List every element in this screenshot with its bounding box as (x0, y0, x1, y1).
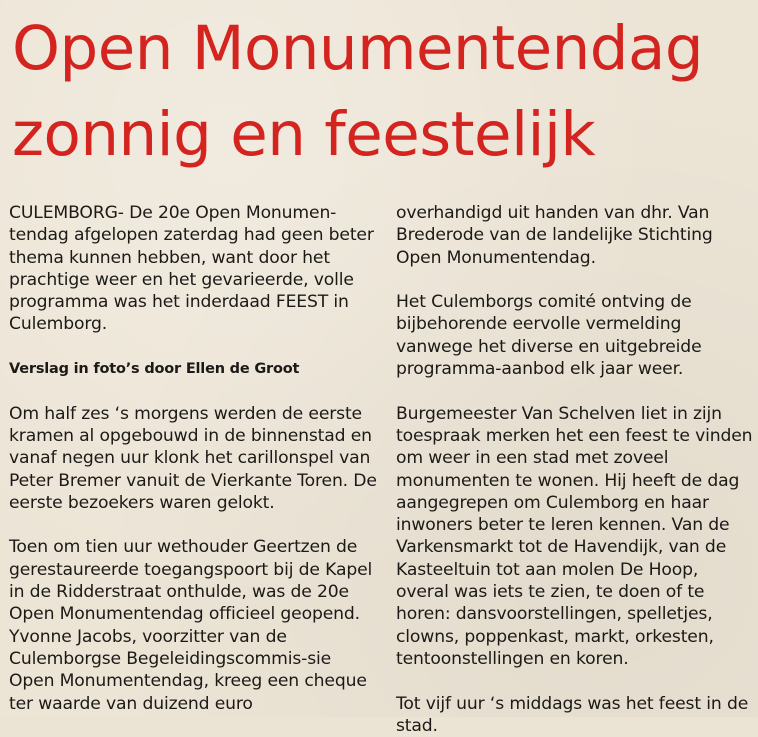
closing-paragraph: Tot vijf uur ‘s middags was het feest in de stad. (396, 693, 749, 736)
article-paragraph: overhandigd uit handen van dhr. Van Brederode van de landelijke Stichting Open Monumentendag. (396, 203, 713, 268)
headline-line-2: zonnig en feestelijk (12, 99, 596, 170)
headline-line-1: Open Monumentendag (12, 13, 704, 84)
article-column-right (396, 202, 754, 737)
headline (12, 6, 703, 178)
photo-byline: Verslag in foto’s door Ellen de Groot (9, 361, 300, 378)
article-paragraph: Het Culemborgs comité ontving de bijbehorende eervolle vermelding vanwege het diverse en uitgebreide programma-aanbod elk jaar weer. (396, 292, 702, 380)
article-paragraph: Om half zes ‘s morgens werden de eerste kramen al opgebouwd in de binnenstad en vanaf negen uur klonk het carillonspel van Peter Bremer vanuit de Vierkante Toren. De eerste bezoekers waren gelokt. (9, 403, 377, 513)
article-paragraph: Burgemeester Van Schelven liet in zijn toespraak merken het een feest te vinden om weer in een stad met zoveel monumenten te wonen. Hij heeft de dag aangegrepen om Culemborg en haar inwoners beter te leren kennen. Van de Varkensmarkt tot de Havendijk, van de Kasteeltuin tot aan molen De Hoop, overal was iets te zien, te doen of te horen: dansvoorstellingen, spelletjes, clowns, poppenkast, markt, orkesten, tentoonstellingen en koren. (396, 403, 753, 669)
lead-paragraph: CULEMBORG- De 20e Open Monumen-tendag afgelopen zaterdag had geen beter thema kunnen hebben, want door het prachtige weer en het gevarieerde, volle programma was het inderdaad FEEST in Culemborg. (9, 203, 374, 335)
article-paragraph: Toen om tien uur wethouder Geertzen de gerestaureerde toegangspoort bij de Kapel in de Ridderstraat onthulde, was de 20e Open Monumentendag officieel geopend. Yvonne Jacobs, voorzitter van de Culemborgse Begeleidingscommis-sie Open Monumentendag, kreeg een cheque ter waarde van duizend euro (9, 537, 373, 714)
article-column-left (9, 202, 377, 715)
